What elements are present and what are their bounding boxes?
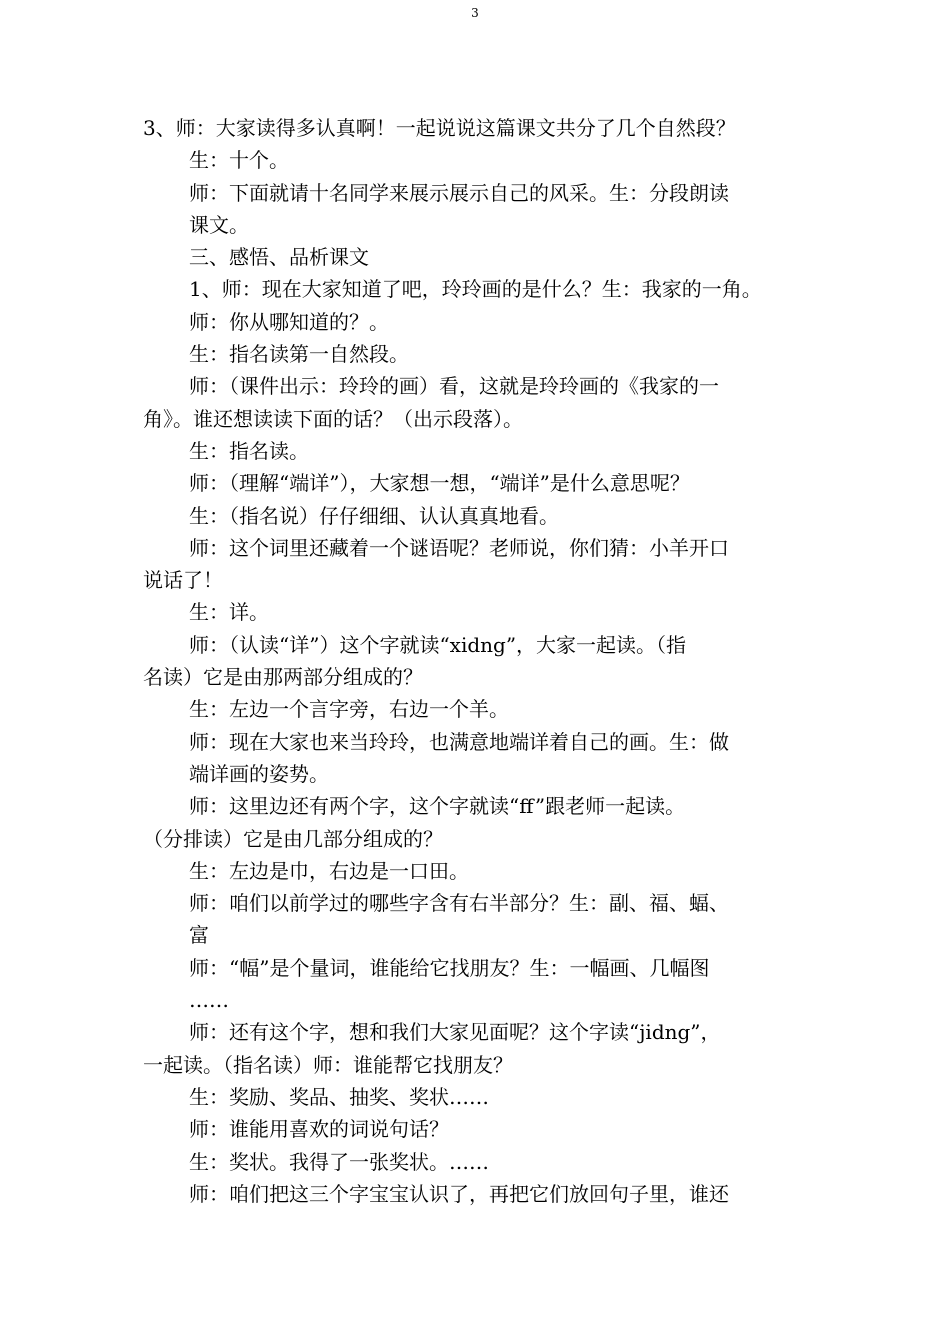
text-line: 师：你从哪知道的？。	[189, 309, 389, 334]
text-line: 生：详。	[189, 600, 269, 625]
text-line: 富	[189, 923, 209, 948]
text-line: 生：指名读第一自然段。	[189, 342, 409, 367]
text-line: 生：十个。	[189, 148, 289, 173]
document-body	[143, 112, 823, 1210]
text-line: 师：（理解“端详”），大家想一想，“端详”是什么意思呢？	[189, 471, 690, 496]
text-line: 师：（课件出示：玲玲的画）看，这就是玲玲画的《我家的一	[189, 374, 719, 399]
text-line: 师：还有这个字，想和我们大家见面呢？这个字读“jidng”，	[189, 1020, 721, 1045]
text-line: 名读）它是由那两部分组成的？	[143, 665, 423, 690]
text-line: 端详画的姿势。	[189, 761, 329, 786]
text-line: 一起读。（指名读）师：谁能帮它找朋友？	[143, 1052, 513, 1077]
text-line: 师：咱们以前学过的哪些字含有右半部分？生：副、福、蝠、	[189, 891, 729, 916]
text-line: 生：奖状。我得了一张奖状。……	[189, 1149, 489, 1174]
text-line: 师：谁能用喜欢的词说句话？	[189, 1117, 449, 1142]
text-line: 生：（指名说）仔仔细细、认认真真地看。	[189, 503, 559, 528]
text-line: 生：指名读。	[189, 438, 309, 463]
text-line: 角》。谁还想读读下面的话？（出示段落）。	[143, 406, 523, 431]
text-line: 3、师：大家读得多认真啊！一起说说这篇课文共分了几个自然段？	[143, 116, 736, 140]
text-line: 生：左边一个言字旁，右边一个羊。	[189, 697, 509, 722]
text-line: ……	[189, 988, 229, 1013]
text-line: 生：左边是巾，右边是一口田。	[189, 858, 469, 883]
section-heading: 三、感悟、品析课文	[189, 245, 369, 270]
text-line: 师：下面就请十名同学来展示展示自己的风采。生：分段朗读	[189, 180, 729, 205]
text-line: 师：这个词里还藏着一个谜语呢？老师说，你们猜：小羊开口	[189, 535, 729, 560]
page-number: 3	[471, 6, 479, 20]
text-line: 师：现在大家也来当玲玲，也满意地端详着自己的画。生：做	[189, 729, 729, 754]
text-line: 生：奖励、奖品、抽奖、奖状……	[189, 1084, 489, 1109]
text-line: 师：这里边还有两个字，这个字就读“ff”跟老师一起读。	[189, 794, 686, 819]
text-line: 师：“幅”是个量词，谁能给它找朋友？生：一幅画、几幅图	[189, 955, 710, 980]
text-line: （分排读）它是由几部分组成的？	[143, 826, 443, 851]
text-line: 说话了！	[143, 568, 223, 593]
text-line: 师：（认读“详”）这个字就读“xidng”，大家一起读。（指	[189, 632, 687, 657]
text-line: 1、师：现在大家知道了吧，玲玲画的是什么？生：我家的一角。	[189, 277, 762, 302]
text-line: 师：咱们把这三个字宝宝认识了，再把它们放回句子里，谁还	[189, 1181, 729, 1206]
text-line: 课文。	[189, 212, 249, 237]
